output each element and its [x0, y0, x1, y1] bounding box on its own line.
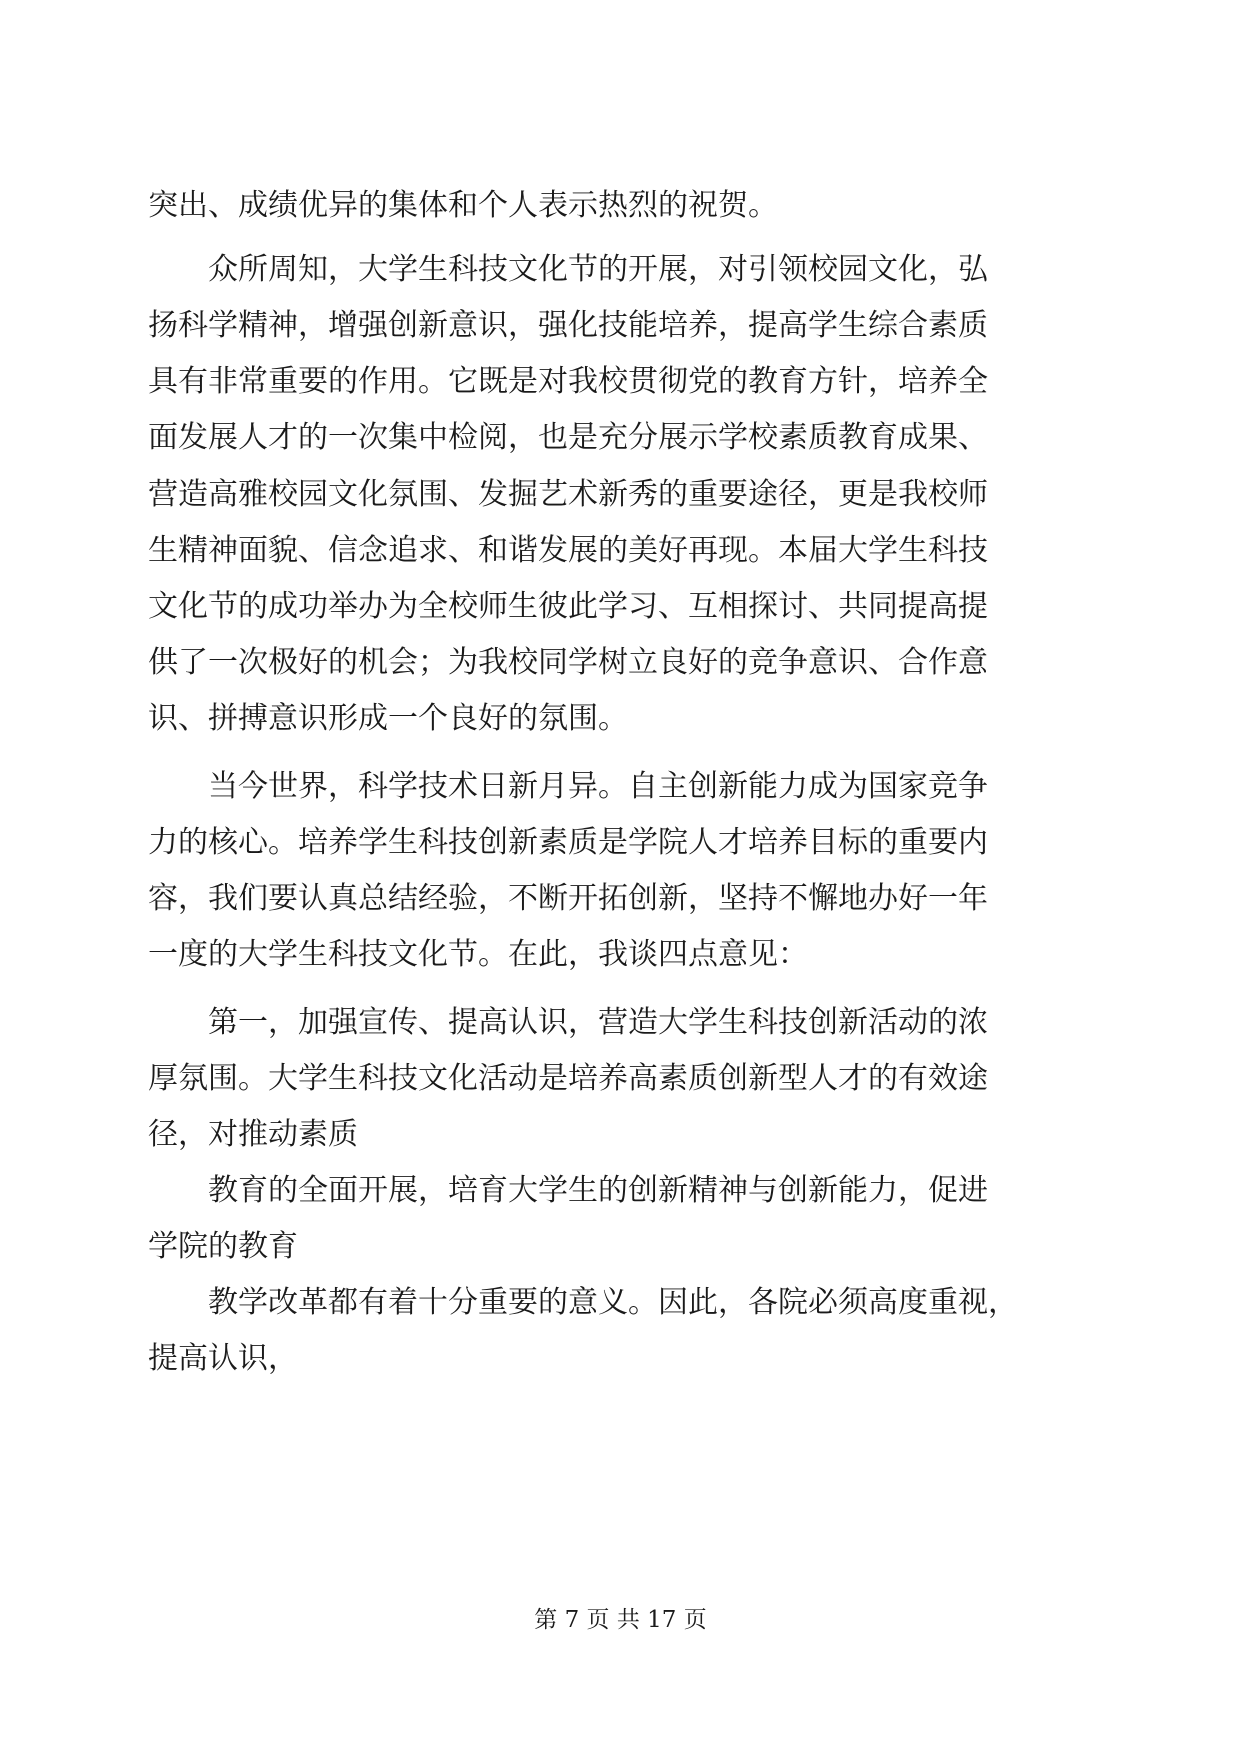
text-line: 当 今 世 界 ， 科 学 技 术 日 新 月 异 。 自 主 创 新 能 力 成 为 国 家 竞 争: [208, 769, 988, 804]
text-line: 一度的大学生科技文化节。在此，我谈四点意见：: [148, 937, 808, 972]
page-footer: 第 7 页 共 17 页: [534, 1607, 707, 1633]
text-line: 面 发 展 人 才 的 一 次 集 中 检 阅 ， 也 是 充 分 展 示 学 校 素 质 教 育 成 果 、: [148, 420, 988, 455]
text-line: 提高认识，: [148, 1341, 298, 1376]
text-line: 容 ， 我 们 要 认 真 总 结 经 验 ， 不 断 开 拓 创 新 ， 坚 持 不 懈 地 办 好 一 年: [148, 881, 988, 916]
text-line: 识、拼搏意识形成一个良好的氛围。: [148, 701, 628, 736]
text-line: 径，对推动素质: [148, 1117, 358, 1152]
text-line: 具 有 非 常 重 要 的 作 用 。 它 既 是 对 我 校 贯 彻 党 的 教 育 方 针 ， 培 养 全: [148, 364, 988, 399]
text-line: 生 精 神 面 貌 、 信 念 追 求 、 和 谐 发 展 的 美 好 再 现 。 本 届 大 学 生 科 技: [148, 533, 988, 568]
text-line: 学院的教育: [148, 1229, 298, 1264]
text-line: 教 育 的 全 面 开 展 ， 培 育 大 学 生 的 创 新 精 神 与 创 新 能 力 ， 促 进: [208, 1173, 988, 1208]
text-line: 众 所 周 知 ， 大 学 生 科 技 文 化 节 的 开 展 ， 对 引 领 校 园 文 化 ， 弘: [208, 252, 988, 287]
text-line: 厚 氛 围 。 大 学 生 科 技 文 化 活 动 是 培 养 高 素 质 创 新 型 人 才 的 有 效 途: [148, 1061, 988, 1096]
text-line: 文 化 节 的 成 功 举 办 为 全 校 师 生 彼 此 学 习 、 互 相 探 讨 、 共 同 提 高 提: [148, 589, 988, 624]
text-line: 第 一 ， 加 强 宣 传 、 提 高 认 识 ， 营 造 大 学 生 科 技 创 新 活 动 的 浓: [208, 1005, 988, 1040]
text-line: 力 的 核 心 。 培 养 学 生 科 技 创 新 素 质 是 学 院 人 才 培 养 目 标 的 重 要 内: [148, 825, 988, 860]
text-line: 突出、成绩优异的集体和个人表示热烈的祝贺。: [148, 188, 778, 223]
text-line: 供 了 一 次 极 好 的 机 会 ； 为 我 校 同 学 树 立 良 好 的 竞 争 意 识 、 合 作 意: [148, 645, 988, 680]
text-line: 营 造 高 雅 校 园 文 化 氛 围 、 发 掘 艺 术 新 秀 的 重 要 途 径 ， 更 是 我 校 师: [148, 477, 988, 512]
text-line: 教 学 改 革 都 有 着 十 分 重 要 的 意 义 。 因 此 ， 各 院 必 须 高 度 重 视 ，: [208, 1285, 1018, 1320]
text-line: 扬 科 学 精 神 ， 增 强 创 新 意 识 ， 强 化 技 能 培 养 ， 提 高 学 生 综 合 素 质: [148, 308, 988, 343]
